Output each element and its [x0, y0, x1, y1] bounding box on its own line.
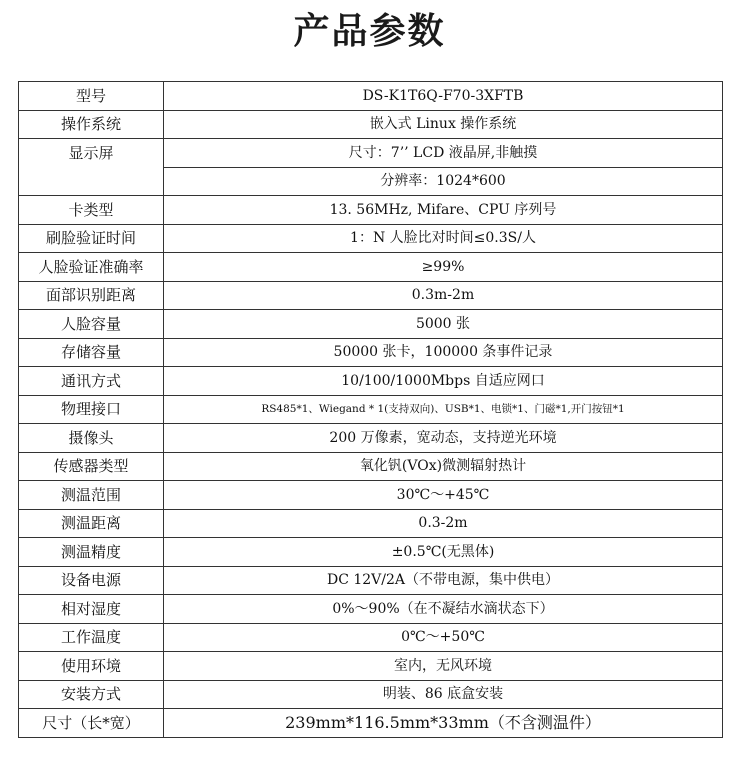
row-label: 测温范围 — [19, 481, 164, 510]
row-label: 尺寸（长*宽） — [19, 709, 164, 738]
row-label: 显示屏 — [19, 139, 164, 196]
row-value: 分辨率：1024*600 — [164, 167, 723, 196]
table-row — [19, 509, 723, 538]
row-value: DC 12V/2A（不带电源，集中供电） — [164, 566, 723, 595]
table-row — [19, 538, 723, 567]
table-row — [19, 224, 723, 253]
row-value: 0℃～+50℃ — [164, 623, 723, 652]
table-row — [19, 623, 723, 652]
table-row — [19, 481, 723, 510]
row-value: 50000 张卡，100000 条事件记录 — [164, 338, 723, 367]
row-label: 使用环境 — [19, 652, 164, 681]
row-value: 氧化钒(VOx)微测辐射热计 — [164, 452, 723, 481]
table-row — [19, 110, 723, 139]
row-value: 1：N 人脸比对时间≤0.3S/人 — [164, 224, 723, 253]
row-label: 型号 — [19, 82, 164, 111]
row-value: 0.3m-2m — [164, 281, 723, 310]
row-value: RS485*1、Wiegand * 1(支持双向)、USB*1、电锁*1、门磁*1,开门按钮*1 — [164, 395, 723, 424]
row-label: 操作系统 — [19, 110, 164, 139]
row-label: 安装方式 — [19, 680, 164, 709]
row-label: 传感器类型 — [19, 452, 164, 481]
row-value: 239mm*116.5mm*33mm（不含测温件） — [164, 709, 723, 738]
table-row — [19, 652, 723, 681]
table-row — [19, 253, 723, 282]
row-value: 30℃～+45℃ — [164, 481, 723, 510]
table-row — [19, 281, 723, 310]
row-label: 工作温度 — [19, 623, 164, 652]
row-value: 5000 张 — [164, 310, 723, 339]
table-row — [19, 395, 723, 424]
table-row — [19, 139, 723, 168]
row-label: 面部识别距离 — [19, 281, 164, 310]
row-value: 明装、86 底盒安装 — [164, 680, 723, 709]
row-label: 物理接口 — [19, 395, 164, 424]
table-row — [19, 338, 723, 367]
row-value: 尺寸：7’’ LCD 液晶屏,非触摸 — [164, 139, 723, 168]
row-value: ≥99% — [164, 253, 723, 282]
row-label: 刷脸验证时间 — [19, 224, 164, 253]
row-value: 10/100/1000Mbps 自适应网口 — [164, 367, 723, 396]
row-label: 摄像头 — [19, 424, 164, 453]
row-label: 存储容量 — [19, 338, 164, 367]
row-value: ±0.5℃(无黑体) — [164, 538, 723, 567]
row-value: 0.3-2m — [164, 509, 723, 538]
page-title: 产品参数 — [293, 11, 446, 52]
table-row — [19, 424, 723, 453]
table-row — [19, 82, 723, 111]
table-row — [19, 196, 723, 225]
row-label: 设备电源 — [19, 566, 164, 595]
row-label: 测温精度 — [19, 538, 164, 567]
row-value: 室内，无风环境 — [164, 652, 723, 681]
row-label: 相对湿度 — [19, 595, 164, 624]
row-value: 嵌入式 Linux 操作系统 — [164, 110, 723, 139]
table-row — [19, 452, 723, 481]
row-value: DS-K1T6Q-F70-3XFTB — [164, 82, 723, 111]
table-row — [19, 566, 723, 595]
table-row — [19, 310, 723, 339]
spec-table — [18, 81, 723, 738]
table-row — [19, 680, 723, 709]
row-label: 卡类型 — [19, 196, 164, 225]
row-label: 测温距离 — [19, 509, 164, 538]
row-label: 通讯方式 — [19, 367, 164, 396]
row-value: 13. 56MHz, Mifare、CPU 序列号 — [164, 196, 723, 225]
table-row — [19, 595, 723, 624]
row-label: 人脸容量 — [19, 310, 164, 339]
row-label: 人脸验证准确率 — [19, 253, 164, 282]
table-row — [19, 367, 723, 396]
row-value: 200 万像素，宽动态，支持逆光环境 — [164, 424, 723, 453]
table-row — [19, 709, 723, 738]
row-value: 0%～90%（在不凝结水滴状态下） — [164, 595, 723, 624]
